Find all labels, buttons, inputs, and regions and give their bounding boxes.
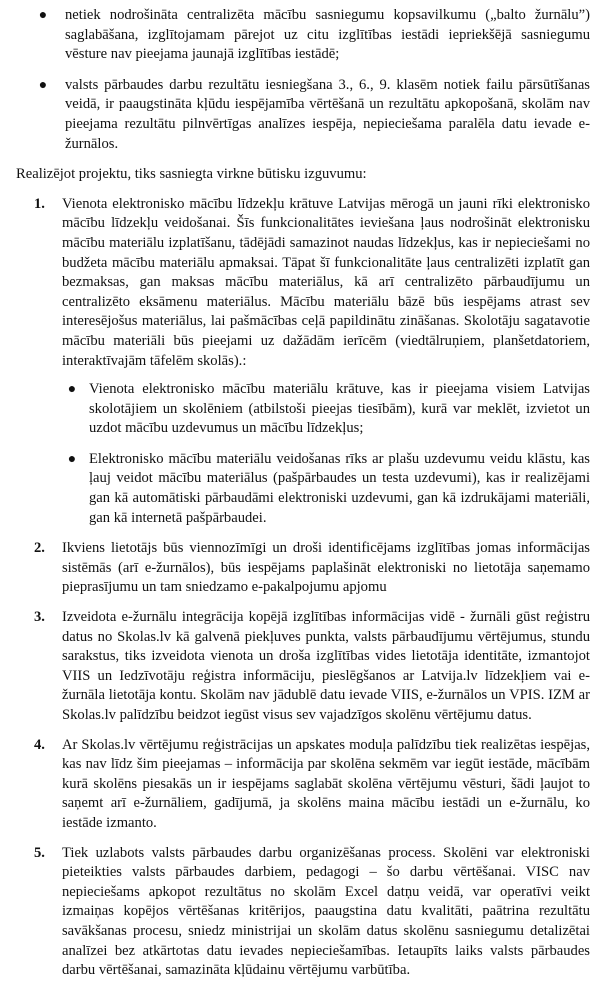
achievement-item <box>16 195 590 529</box>
achievement-item <box>16 608 590 726</box>
intro-paragraph: Realizējot projektu, tiks sasniegta virkne būtisku izguvumu: <box>16 166 367 183</box>
bullet-dot-icon: ● <box>38 77 48 93</box>
achievement-text: Ar Skolas.lv vērtējumu reģistrācijas un apskates moduļa palīdzību tiek realizētas iespējas, kas nav līdz šim pieejamas – informācija par skolēna sekmēm var iegūt iestāde, mācībām kurā skolēns piesakās un ir iespējams saglabāt skolēna vērtējumu vēsturi, šādi ļaujot to saņemt arī e-žurnāliem, gadījumā, ja skolēns maina mācību iestādi un e-žurnālu, ko iestāde izmanto. <box>62 736 590 831</box>
achievement-item <box>16 736 590 834</box>
achievement-number: 1. <box>34 195 45 212</box>
achievement-text: Ikviens lietotājs būs viennozīmīgi un droši identificējams izglītības jomas informācijas sistēmās (arī e-žurnālos), būs iespējams paplašināt elektroniski no lietotāja saņemamo pieprasījumu un tam sniedzamo e-pakalpojumu apjomu <box>62 540 590 596</box>
achievement-number: 3. <box>34 609 45 626</box>
achievements-list <box>16 195 590 981</box>
sub-bullet <box>62 380 590 439</box>
problem-bullet <box>36 76 590 154</box>
sub-bullet <box>62 450 590 528</box>
sub-bullet-text: Elektronisko mācību materiālu veidošanas rīks ar plašu uzdevumu veidu klāstu, kas ļauj veidot mācību materiālus (pašpārbaudes un testa uzdevumi), kas ir realizējami gan kā automātiski pārbaudāmi elektroniski uzdevumi, gan kā izdrukājami materiāli, gan kā internetā pašpārbaudei. <box>89 450 590 526</box>
bullet-dot-icon: ● <box>67 382 77 398</box>
sub-bullet-text: Vienota elektronisko mācību materiālu krātuve, kas ir pieejama visiem Latvijas skolotājiem un skolēniem (atbilstoši pieejas tiesībām), kurā var meklēt, izvietot un uzdot mācību uzdevumus un mācību līdzekļus; <box>89 381 590 437</box>
achievement-number: 5. <box>34 844 45 861</box>
bullet-dot-icon: ● <box>67 451 77 467</box>
bullet-dot-icon: ● <box>38 8 48 23</box>
problem-bullet-text: valsts pārbaudes darbu rezultātu iesniegšana 3., 6., 9. klasēm notiek failu pārsūtīšanas veidā, ir paaugstināta kļūdu iespējamība vērtēšanā un rezultātu apkopošanā, skolām nav pieejama rezultātu pilnvērtīgas analīzes iespēja, nepieciešama paralēla datu ievade e-žurnālos. <box>65 76 590 152</box>
achievement-item <box>16 844 590 981</box>
problem-bullet-text: netiek nodrošināta centralizēta mācību sasniegumu kopsavilkumu („balto žurnālu”) saglabāšana, izglītojamam pārejot uz citu izglītības iestādi iepriekšējā sasniegumu vēsture nav pieejama jaunajā izglītības iestādē; <box>65 7 590 63</box>
achievement-number: 4. <box>34 736 45 753</box>
achievement-text: Vienota elektronisko mācību līdzekļu krātuve Latvijas mērogā un jauni rīki elektronisko mācību līdzekļu veidošanai. Šīs funkcionalitātes ieviešana ļaus nodrošināt elektronisku mācību materiālu izplatīšanu, tādējādi samazinot naudas līdzekļus, kas ir nepieciešami no budžeta mācību materiālu apmaksai. Tāpat šī funkcionalitāte ļaus centralizēti izplatīt gan bezmaksas, gan maksas mācību materiālus, kā arī centralizēto pārbaudījumu un centralizēto eksāmenu materiālus. Mācību materiālu bāzē būs iespējams atrast sev interesējošus materiālus, lai pašmācības ceļā papildinātu zināšanas. Skolotāju sagatavotie mācību materiāli būs pieejami uz dažādām ierīcēm (viedtālruņiem, planšetdatoriem, interaktīvajām tāfelēm skolās).: <box>62 195 590 369</box>
achievement-text: Tiek uzlabots valsts pārbaudes darbu organizēšanas process. Skolēni var elektroniski pieteikties valsts pārbaudes darbiem, pedagogi – šo darbu vērtēšanai. VISC nav nepieciešams apkopot rezultātus no skolām Excel datņu veidā, var operatīvi veikt izmaiņas kopējos vērtēšanas kritērijos, paaugstina datu kvalitāti, paātrina rezultātu savākšanas procesu, sniedz ministrijai un skolām datus skolēnu sasniegumu detalizētai analīzei bez atkārtotas datu ievades nepieciešamības. Ietaupīts laiks valsts pārbaudes darbu vērtēšanai, samazināta kļūdainu vērtējumu varbūtība. <box>62 844 590 979</box>
problem-bullet-list <box>16 6 590 154</box>
achievement-sub-list <box>62 380 590 528</box>
achievement-number: 2. <box>34 540 45 557</box>
achievement-text: Izveidota e-žurnālu integrācija kopējā izglītības informācijas vidē - žurnāli gūst reģistru datus no Skolas.lv kā galvenā piekļuves punkta, valsts pārbaudījumu vērtējumus, stundu sarakstus, tiks izveidota vienota un droša izglītības vides lietotāja identitāte, izmantojot VIIS un Iedzīvotāju reģistra informāciju, pieslēgšanos ar Latvija.lv līdzekļiem vai e-žurnāla lietotāja kontu. Skolām nav jādublē datu ievade VIIS, e-žurnālos un VPIS. IZM ar Skolas.lv palīdzību beidzot iegūst visus sev vajadzīgos skolēnu vērtējumu datus. <box>62 609 590 723</box>
achievement-item <box>16 539 590 598</box>
problem-bullet <box>36 6 590 65</box>
